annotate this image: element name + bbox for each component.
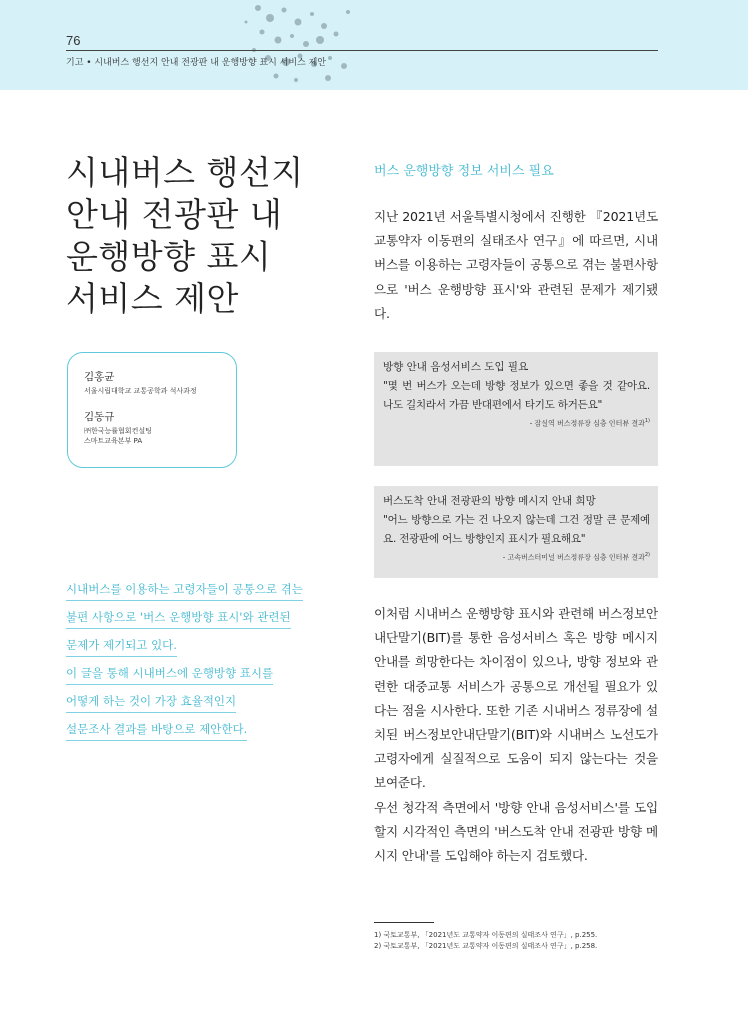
summary-line: 설문조사 결과를 바탕으로 제안한다. — [66, 721, 247, 741]
header-band — [0, 0, 748, 90]
running-title: 기고 • 시내버스 행선지 안내 전광판 내 운행방향 표시 서비스 제안 — [66, 58, 326, 68]
quote-text: "몇 번 버스가 오는데 방향 정보가 있으면 좋을 것 같아요. 나도 길치라서 가끔 반대편에서 타기도 하거든요" — [383, 380, 650, 411]
footnote: 2) 국토교통부, 「2021년도 교통약자 이동편의 실태조사 연구」, p.258. — [374, 942, 598, 950]
quote-box — [374, 486, 658, 578]
page-number: 76 — [66, 33, 81, 48]
title-line: 서비스 제안 — [66, 279, 239, 318]
author-box — [67, 352, 237, 468]
quote-source-text: - 잠실역 버스정류장 심층 인터뷰 결과 — [529, 419, 645, 428]
footnotes — [374, 930, 658, 952]
header-rule — [66, 50, 658, 51]
decorative-dots — [240, 0, 370, 90]
article-title — [66, 152, 346, 320]
quote-source — [383, 552, 650, 562]
summary-line: 문제가 제기되고 있다. — [66, 637, 177, 657]
summary-line: 시내버스를 이용하는 고령자들이 공통으로 겪는 — [66, 581, 303, 601]
title-line: 시내버스 행선지 — [66, 153, 304, 192]
summary-line: 불편 사항으로 '버스 운행방향 표시'와 관련된 — [66, 609, 291, 629]
article-summary — [66, 578, 316, 746]
footnote-ref: 2) — [644, 552, 650, 558]
author — [84, 369, 197, 396]
author — [84, 409, 152, 446]
author-name: 김홍균 — [84, 371, 115, 383]
author-affiliation: 서울시립대학교 교통공학과 석사과정 — [84, 387, 197, 395]
section-heading: 버스 운행방향 정보 서비스 필요 — [374, 164, 554, 179]
quote-text: "어느 방향으로 가는 건 나오지 않는데 그건 정말 큰 문제예요. 전광판에 어느 방향인지 표시가 필요해요" — [383, 514, 650, 545]
quote-box — [374, 352, 658, 466]
footnote-rule — [374, 922, 434, 923]
quote-source — [383, 418, 650, 428]
author-name: 김동규 — [84, 411, 115, 423]
author-affiliation: ㈜한국능률협회컨설팅 — [84, 427, 152, 435]
quote-title: 버스도착 안내 전광판의 방향 메시지 안내 희망 — [383, 495, 596, 507]
body-paragraph: 우선 청각적 측면에서 '방향 안내 음성서비스'를 도입할지 시각적인 측면의 '버스도착 안내 전광판 방향 메시지 안내'를 도입해야 하는지 검토했다. — [374, 799, 658, 864]
footnote-ref: 1) — [644, 418, 650, 424]
author-affiliation: 스마트교육본부 PA — [84, 437, 143, 445]
body-paragraph: 지난 2021년 서울특별시청에서 진행한 『2021년도 교통약자 이동편의 실태조사 연구』에 따르면, 시내버스를 이용하는 고령자들이 공통으로 겪는 불편사항으로 '버스 운행방향 표시'와 관련된 문제가 제기됐다. — [374, 209, 658, 321]
summary-line: 이 글을 통해 시내버스에 운행방향 표시를 — [66, 665, 273, 685]
title-line: 운행방향 표시 — [66, 237, 272, 276]
title-line: 안내 전광판 내 — [66, 195, 283, 234]
quote-source-text: - 고속버스터미널 버스정류장 심층 인터뷰 결과 — [502, 553, 645, 562]
body-paragraphs — [374, 602, 658, 868]
quote-title: 방향 안내 음성서비스 도입 필요 — [383, 361, 529, 373]
footnote: 1) 국토교통부, 「2021년도 교통약자 이동편의 실태조사 연구」, p.255. — [374, 931, 598, 939]
summary-line: 어떻게 하는 것이 가장 효율적인지 — [66, 693, 236, 713]
body-paragraph: 이처럼 시내버스 운행방향 표시와 관련해 버스정보안내단말기(BIT)를 통한 음성서비스 혹은 방향 메시지 안내를 희망한다는 차이점이 있으나, 방향 정보와 관련한 대중교통 서비스가 공통으로 개선될 필요가 있다는 점을 시사한다. 또한 기존 시내버스 정류장에 설치된 버스정보안내단말기(BIT)와 시내버스 노선도가 고령자에게 실질적으로 도움이 되지 않는다는 것을 보여준다. — [374, 606, 658, 791]
